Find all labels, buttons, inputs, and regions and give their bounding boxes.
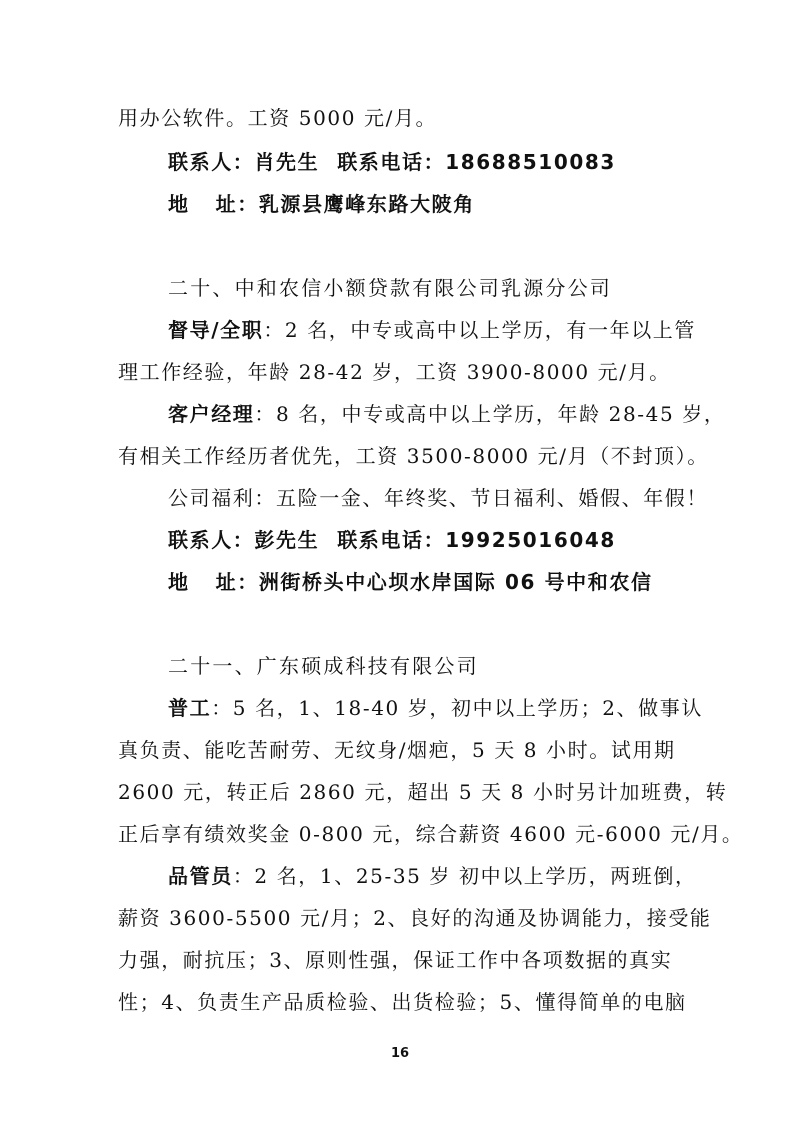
job-21-2-line-3: 力强，耐抗压；3、原则性强，保证工作中各项数据的真实	[118, 948, 673, 972]
address-value: 洲街桥头中心坝水岸国际 06 号中和农信	[258, 570, 653, 594]
address-value: 乳源县鹰峰东路大陂角	[258, 192, 475, 216]
address-label: 地	[168, 192, 190, 216]
job-20-2-line-2: 有相关工作经历者优先，工资 3500-8000 元/月（不封顶）。	[118, 444, 709, 468]
job-20-1-line-1	[168, 316, 696, 344]
address-label: 地	[168, 570, 190, 594]
address-line-19	[168, 190, 475, 218]
address-line-20	[168, 568, 653, 596]
address-label-suffix: 址：	[215, 192, 259, 216]
job-title: 督导/全职	[168, 318, 264, 342]
job-title: 普工	[168, 696, 212, 720]
page-number: 16	[390, 1046, 410, 1061]
job-21-2-line-4: 性；4、负责生产品质检验、出货检验；5、懂得简单的电脑	[118, 990, 687, 1014]
job-21-1-line-1	[168, 694, 703, 722]
contact-person: 联系人：肖先生	[168, 150, 320, 174]
job-21-2-line-2: 薪资 3600-5500 元/月；2、良好的沟通及协调能力，接受能	[118, 906, 712, 930]
contact-person: 联系人：彭先生	[168, 528, 320, 552]
job-20-2-line-1	[168, 400, 725, 428]
job-title: 品管员	[168, 864, 233, 888]
section-20-title: 二十、中和农信小额贷款有限公司乳源分公司	[168, 276, 612, 300]
job-desc: ：2 名，1、25-35 岁 初中以上学历，两班倒，	[232, 864, 697, 888]
address-label-suffix: 址：	[215, 570, 259, 594]
job-21-1-line-4: 正后享有绩效奖金 0-800 元，综合薪资 4600 元-6000 元/月。	[118, 822, 744, 846]
job-desc: ：2 名，中专或高中以上学历，有一年以上管	[263, 318, 696, 342]
job-21-2-line-1	[168, 862, 697, 890]
job-21-1-line-2: 真负责、能吃苦耐劳、无纹身/烟疤，5 天 8 小时。试用期	[118, 738, 676, 762]
job-desc: ：8 名，中专或高中以上学历，年龄 28-45 岁，	[254, 402, 726, 426]
contact-line-20	[168, 526, 616, 554]
job-title: 客户经理	[168, 402, 255, 426]
contact-phone: 联系电话：19925016048	[337, 528, 616, 552]
job-21-1-line-3: 2600 元，转正后 2860 元，超出 5 天 8 小时另计加班费，转	[118, 780, 728, 804]
contact-phone: 联系电话：18688510083	[337, 150, 616, 174]
benefits-line: 公司福利：五险一金、年终奖、节日福利、婚假、年假！	[168, 486, 708, 510]
section-21-title: 二十一、广东硕成科技有限公司	[168, 654, 479, 678]
contact-line-19	[168, 148, 616, 176]
job-desc: ：5 名，1、18-40 岁，初中以上学历；2、做事认	[211, 696, 703, 720]
job-20-1-line-2: 理工作经验，年龄 28-42 岁，工资 3900-8000 元/月。	[118, 360, 671, 384]
continuation-text: 用办公软件。工资 5000 元/月。	[118, 106, 438, 130]
